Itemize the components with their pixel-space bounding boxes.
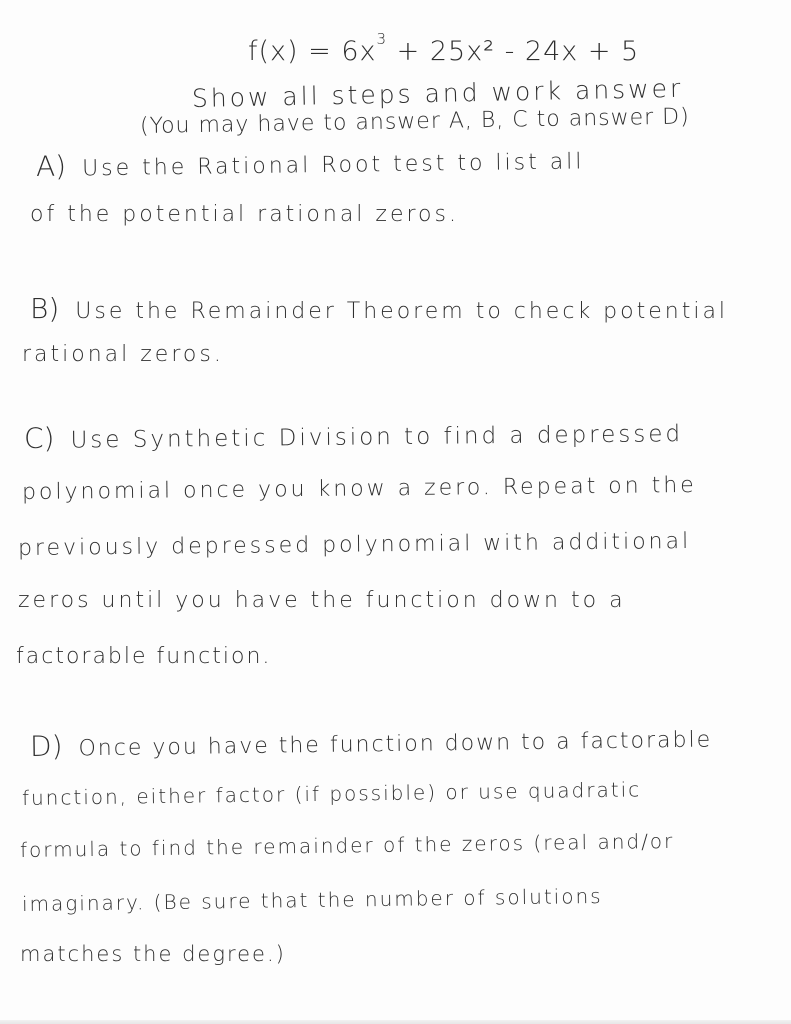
instruction-line-2: (You may have to answer A, B, C to answer D) — [139, 104, 690, 139]
part-d-line-3: formula to find the remainder of the zeros (real and/or — [19, 828, 675, 862]
part-b-text-1: Use the Remainder Theorem to check potential — [75, 299, 729, 324]
part-b-line-1 — [30, 292, 728, 325]
part-c-line-4: zeros until you have the function down to a — [18, 588, 626, 613]
part-b-label: B) — [30, 292, 60, 325]
part-d-label: D) — [29, 729, 63, 763]
equation-main: f(x) = 6x — [248, 36, 377, 67]
part-c-label: C) — [23, 421, 55, 455]
part-c-line-5: factorable function. — [16, 644, 272, 669]
part-a-line-1 — [36, 142, 585, 183]
page-bottom-edge — [0, 1020, 791, 1024]
equation-exponent: 3 — [376, 30, 388, 48]
part-c-line-2: polynomial once you know a zero. Repeat on the — [21, 472, 697, 505]
part-c-text-1: Use Synthetic Division to find a depressed — [70, 421, 684, 454]
equation-rest: + 25x² - 24x + 5 — [387, 36, 640, 67]
function-equation — [248, 30, 640, 67]
part-d-text-1: Once you have the function down to a factorable — [78, 727, 713, 762]
part-c-line-1 — [24, 415, 683, 455]
part-d-line-4: imaginary. (Be sure that the number of solutions — [21, 883, 603, 916]
part-d-line-2: function, either factor (if possible) or use quadratic — [21, 777, 642, 810]
part-d-line-1 — [30, 720, 713, 763]
part-c-line-3: previously depressed polynomial with additional — [17, 528, 692, 561]
instruction-line-1: Show all steps and work answer — [191, 73, 684, 113]
part-a-text-1: Use the Rational Root test to list all — [81, 149, 585, 182]
part-d-line-5: matches the degree.) — [20, 942, 286, 966]
part-a-line-2: of the potential rational zeros. — [30, 202, 459, 227]
part-a-label: A) — [35, 149, 67, 183]
part-b-line-2: rational zeros. — [22, 342, 224, 367]
